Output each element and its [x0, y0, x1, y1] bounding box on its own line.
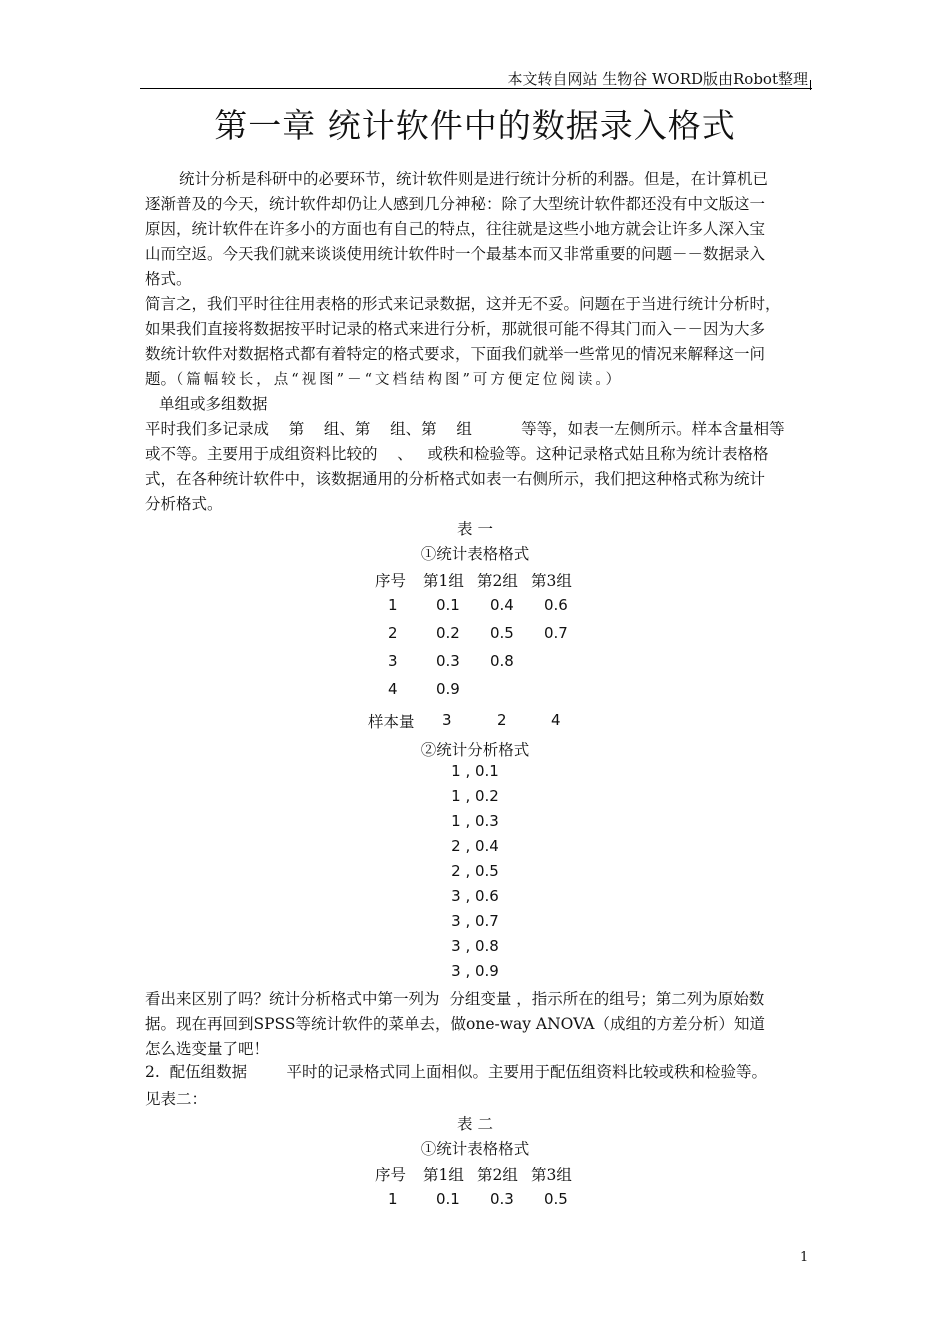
text-line: 逐渐普及的今天，统计软件却仍让人感到几分神秘：除了大型统计软件都还没有中文版这一 — [145, 195, 766, 213]
column-header: 序号 — [375, 572, 407, 590]
page-header: 本文转自网站 生物谷 WORD版由Robot整理 — [507, 70, 808, 88]
table-cell: 0.2 — [436, 624, 460, 642]
table-cell: 3 — [388, 652, 398, 670]
text-line — [145, 367, 810, 393]
list-item: 1 , 0.2 — [451, 787, 499, 805]
section-heading-single-multi-group: 单组或多组数据 — [159, 395, 268, 413]
reading-note: （篇幅较长，点“视图”－“文档结构图”可方便定位阅读。） — [176, 372, 624, 388]
table-subtitle-stat-format: ①统计表格格式 — [420, 1140, 530, 1158]
text-line: 式，在各种统计软件中，该数据通用的分析格式如表一右侧所示，我们把这种格式称为统计 — [145, 470, 766, 488]
text-line: 如果我们直接将数据按平时记录的格式来进行分析，那就很可能不得其门而入－－因为大多 — [145, 320, 766, 338]
list-item: 3 , 0.6 — [451, 887, 499, 905]
text-line: 简言之，我们平时往往用表格的形式来记录数据，这并无不妥。问题在于当进行统计分析时， — [145, 295, 781, 313]
list-item: 1 , 0.1 — [451, 762, 499, 780]
table-cell: 0.3 — [436, 652, 460, 670]
list-item: 3 , 0.8 — [451, 937, 499, 955]
column-header: 第3组 — [531, 1166, 572, 1184]
table-cell: 0.7 — [544, 624, 568, 642]
table-cell: 0.4 — [490, 596, 514, 614]
column-header: 第2组 — [477, 572, 518, 590]
list-item: 1 , 0.3 — [451, 812, 499, 830]
page-number: 1 — [800, 1250, 809, 1265]
table-cell: 1 — [388, 1190, 398, 1208]
section-heading-matched-group: 2. 配伍组数据 平时的记录格式同上面相似。主要用于配伍组资料比较或秩和检验等。 — [145, 1063, 768, 1081]
text-line: 统计分析是科研中的必要环节，统计软件则是进行统计分析的利器。但是，在计算机已 — [179, 170, 769, 188]
header-rule — [140, 88, 812, 89]
table-cell: 0.8 — [490, 652, 514, 670]
table-cell: 2 — [388, 624, 398, 642]
table-cell: 3 — [442, 711, 452, 729]
chapter-title: 第一章 统计软件中的数据录入格式 — [214, 106, 736, 145]
table-subtitle-stat-format: ①统计表格格式 — [420, 545, 530, 563]
table-cell: 4 — [551, 711, 561, 729]
table-caption: 表 二 — [457, 1115, 493, 1133]
table-cell: 0.1 — [436, 1190, 460, 1208]
table-cell: 2 — [497, 711, 507, 729]
text-line: 看出来区别了吗？统计分析格式中第一列为 分组变量 ，指示所在的组号；第二列为原始数 — [145, 990, 765, 1008]
table-cell: 0.3 — [490, 1190, 514, 1208]
list-item: 2 , 0.5 — [451, 862, 499, 880]
text-line: 平时我们多记录成 第 组、第 组、第 组 等等，如表一左侧所示。样本含量相等 — [145, 420, 785, 438]
column-header: 第2组 — [477, 1166, 518, 1184]
text-line: 分析格式。 — [145, 495, 223, 513]
table-cell: 1 — [388, 596, 398, 614]
text-line: 或不等。主要用于成组资料比较的 、 或秩和检验等。这种记录格式姑且称为统计表格格 — [145, 445, 769, 463]
table-caption: 表 一 — [457, 520, 493, 538]
text-line: 数统计软件对数据格式都有着特定的格式要求，下面我们就举一些常见的情况来解释这一问 — [145, 345, 766, 363]
text-fragment: 题。 — [145, 370, 177, 388]
text-line: 山而空返。今天我们就来谈谈使用统计软件时一个最基本而又非常重要的问题－－数据录入 — [145, 245, 766, 263]
table-subtitle-analysis-format: ②统计分析格式 — [420, 741, 530, 759]
table-cell: 0.5 — [544, 1190, 568, 1208]
table-cell: 4 — [388, 680, 398, 698]
table-cell: 0.6 — [544, 596, 568, 614]
column-header: 序号 — [375, 1166, 407, 1184]
table-cell: 0.5 — [490, 624, 514, 642]
text-line: 原因，统计软件在许多小的方面也有自己的特点，往往就是这些小地方就会让许多人深入宝 — [145, 220, 766, 238]
text-line: 据。现在再回到SPSS等统计软件的菜单去，做one-way ANOVA（成组的方差分析）知道 — [145, 1015, 765, 1033]
table-cell: 0.1 — [436, 596, 460, 614]
list-item: 3 , 0.7 — [451, 912, 499, 930]
column-header: 第1组 — [423, 572, 464, 590]
text-line: 格式。 — [145, 270, 192, 288]
sample-size-label: 样本量 — [368, 713, 415, 731]
list-item: 3 , 0.9 — [451, 962, 499, 980]
column-header: 第3组 — [531, 572, 572, 590]
list-item: 2 , 0.4 — [451, 837, 499, 855]
table-cell: 0.9 — [436, 680, 460, 698]
header-tick — [810, 80, 811, 90]
column-header: 第1组 — [423, 1166, 464, 1184]
text-line: 见表二： — [145, 1090, 208, 1108]
text-line: 怎么选变量了吧！ — [145, 1040, 270, 1058]
